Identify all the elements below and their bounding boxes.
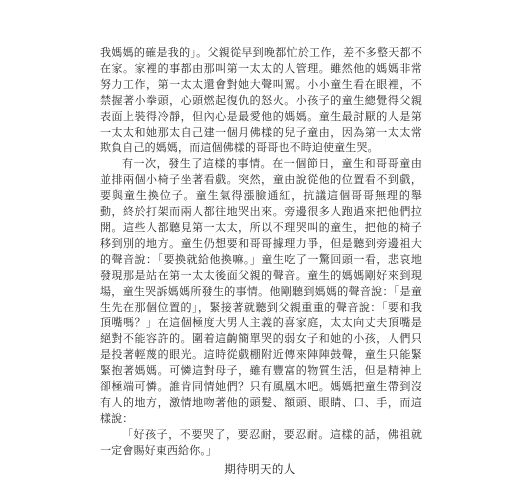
paragraph: 我媽媽的確是我的」。父親從早到晚都忙於工作，差不多整天都不在家。家裡的事都由那叫第一太太的人管理。雖然他的媽媽非常努力工作，第一太太還會對她大聲叫罵。小小童生看在眼裡，不禁握著小拳頭，心頭燃起復仇的怒火。小孩子的童生總覺得父親表面上裝得冷靜，但內心是最愛他的媽媽。童生最討厭的人是第一太太和她那太自己建一個月佛樣的兒子童由，因為第一太太常欺負自己的媽媽，而這個佛樣的哥哥也不時迫使童生哭。 [100, 46, 422, 155]
page-footer-title: 期待明天的人 [224, 462, 296, 476]
paragraph: 有一次，發生了這樣的事情。在一個節日，童生和哥哥童由並排兩個小椅子坐著看戲。突然，童由說從他的位置看不到戲，要與童生換位子。童生氣得漲臉通紅，抗議這個哥哥無理的舉動，終於打架而兩人都往地哭出來。旁邊很多人跑過來把他們拉開。這些人都聽見第一太太，所以不理哭叫的童生，把他的椅子移到別的地方。童生仍想要和哥哥據理力爭，但是聽到旁邊祖大的聲音說：「要換就給他換嘛。」童生吃了一驚回頭一看，悲哀地發現那是站在第一太太後面父親的聲音。童生的媽媽剛好來到現場，童生哭訴媽媽所發生的事情。他剛聽到媽媽的聲音說：「是童生先在那個位置的」，緊接著就聽到父親重重的聲音說：「要和我頂嘴嗎？」在這個極度大男人主義的喜家庭，太太向丈夫頂嘴是絕對不能容許的。圍着這齣簡單哭的弱女子和她的小孩，人們只是投著輕蔑的眼光。這時從戲棚附近傳來陣陣鼓聲，童生只能緊緊抱著媽媽。可憐這對母子，雖有豐富的物質生活，但是精神上卻極端可憐。誰肯同情她們？只有風凰木吧。媽媽把童生帶到沒有人的地方，激情地吻著他的頭髮、額頭、眼睛、口、手，而這樣說： [100, 157, 422, 425]
body-text [100, 45, 422, 459]
quote-paragraph: 「好孩子，不要哭了，要忍耐，要忍耐。這樣的話，佛祖就一定會賜好東西給你。」 [100, 427, 422, 457]
